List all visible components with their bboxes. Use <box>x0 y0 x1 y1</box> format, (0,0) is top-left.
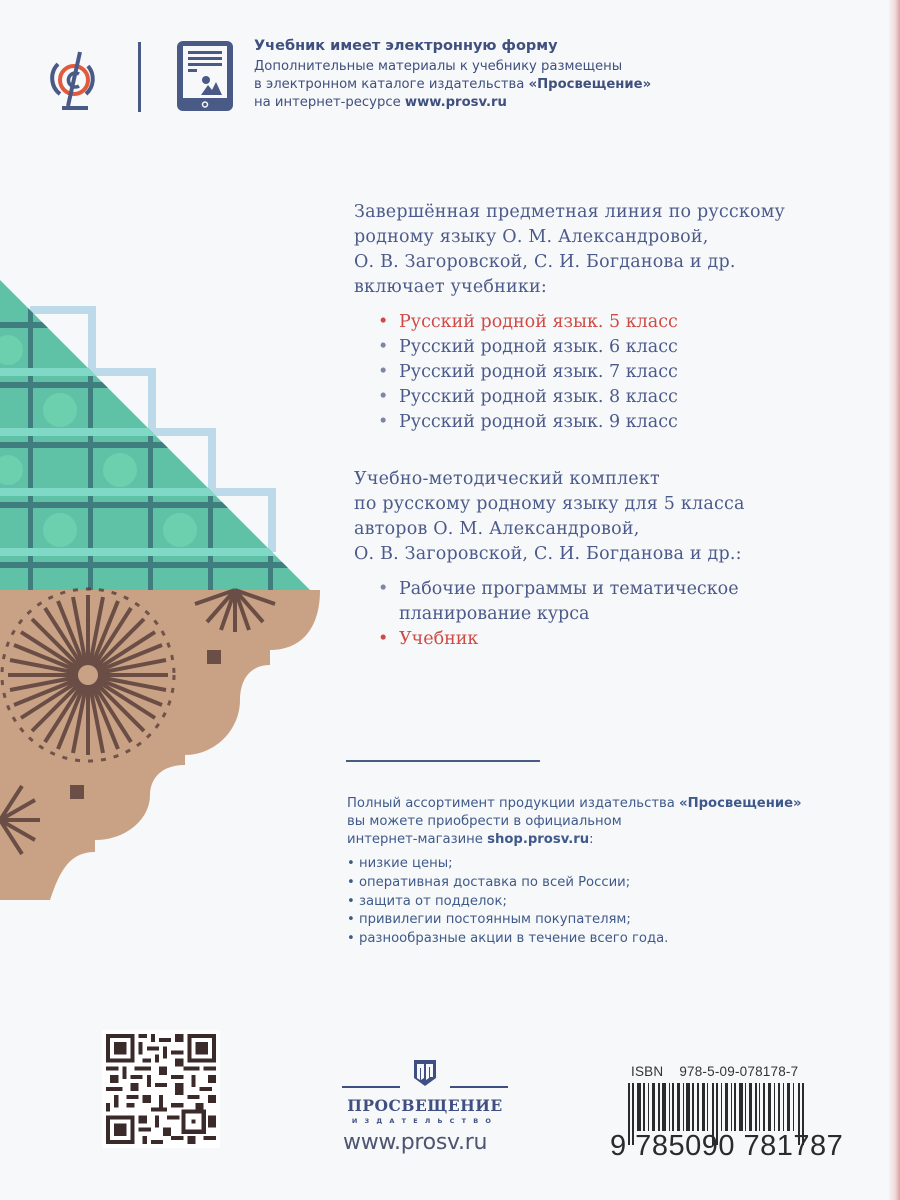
publisher-subtitle: ИЗДАТЕЛЬСТВО <box>351 1117 499 1125</box>
publisher-logo <box>340 1058 510 1125</box>
benefit-item: • оперативная доставка по всей России; <box>347 874 857 893</box>
cover-edge <box>888 0 900 1200</box>
barcode-digits: 9 785090 781787 <box>610 1130 844 1162</box>
book-item-grade-5: • Русский родной язык. 5 класс <box>378 310 824 335</box>
shop-line-3: интернет-магазине shop.prosv.ru: <box>347 832 594 847</box>
kit-intro-line: Учебно-методический комплект <box>354 469 660 489</box>
notice-title: Учебник имеет электронную форму <box>254 38 558 54</box>
shop-section <box>347 795 857 949</box>
benefit-item: • привилегии постоянным покупателям; <box>347 911 857 930</box>
header-divider <box>138 42 141 112</box>
series-intro-line: О. В. Загоровской, С. И. Богданова и др. <box>354 252 736 272</box>
book-item-grade-8: • Русский родной язык. 8 класс <box>378 385 824 410</box>
electronic-form-logo-icon <box>48 46 100 114</box>
kit-intro-line: авторов О. М. Александровой, <box>354 519 640 539</box>
series-intro-line: родному языку О. М. Александровой, <box>354 227 709 247</box>
shop-link[interactable]: shop.prosv.ru <box>487 832 590 847</box>
series-book-list <box>354 310 824 435</box>
prosv-link[interactable]: www.prosv.ru <box>404 95 507 110</box>
section-divider <box>346 760 540 762</box>
isbn-label: ISBN <box>631 1064 664 1079</box>
tablet-icon <box>176 40 234 112</box>
shop-line-1: Полный ассортимент продукции издательства «Просвещение» <box>347 796 802 811</box>
book-item-grade-9: • Русский родной язык. 9 класс <box>378 410 824 435</box>
decorative-pattern <box>0 280 330 900</box>
publisher-name: ПРОСВЕЩЕНИЕ <box>347 1096 503 1115</box>
kit-item-list <box>354 577 824 652</box>
shop-line-2: вы можете приобрести в официальном <box>347 814 622 829</box>
notice-line-3: на интернет-ресурсе www.prosv.ru <box>254 95 507 110</box>
isbn-value: 978-5-09-078178-7 <box>679 1064 799 1079</box>
kit-item-programs: • Рабочие программы и тематическое планирование курса <box>378 577 824 627</box>
electronic-form-notice <box>254 38 814 112</box>
benefit-item: • разнообразные акции в течение всего года. <box>347 930 857 949</box>
kit-intro-line: О. В. Загоровской, С. И. Богданова и др.: <box>354 544 742 564</box>
series-section <box>354 200 824 435</box>
publisher-emblem-icon <box>412 1058 438 1088</box>
book-item-grade-7: • Русский родной язык. 7 класс <box>378 360 824 385</box>
kit-intro-line: по русскому родному языку для 5 класса <box>354 494 745 514</box>
series-intro-line: Завершённая предметная линия по русскому <box>354 202 786 222</box>
kit-section <box>354 467 824 652</box>
benefit-item: • защита от подделок; <box>347 893 857 912</box>
kit-item-textbook: • Учебник <box>378 627 824 652</box>
publisher-url[interactable]: www.prosv.ru <box>343 1130 488 1155</box>
benefit-item: • низкие цены; <box>347 855 857 874</box>
qr-code[interactable] <box>102 1030 220 1148</box>
book-item-grade-6: • Русский родной язык. 6 класс <box>378 335 824 360</box>
shop-benefits-list <box>347 855 857 949</box>
notice-line-2: в электронном каталоге издательства «Просвещение» <box>254 77 652 92</box>
series-intro-line: включает учебники: <box>354 277 547 297</box>
notice-line-1: Дополнительные материалы к учебнику размещены <box>254 59 623 74</box>
isbn <box>631 1064 798 1079</box>
